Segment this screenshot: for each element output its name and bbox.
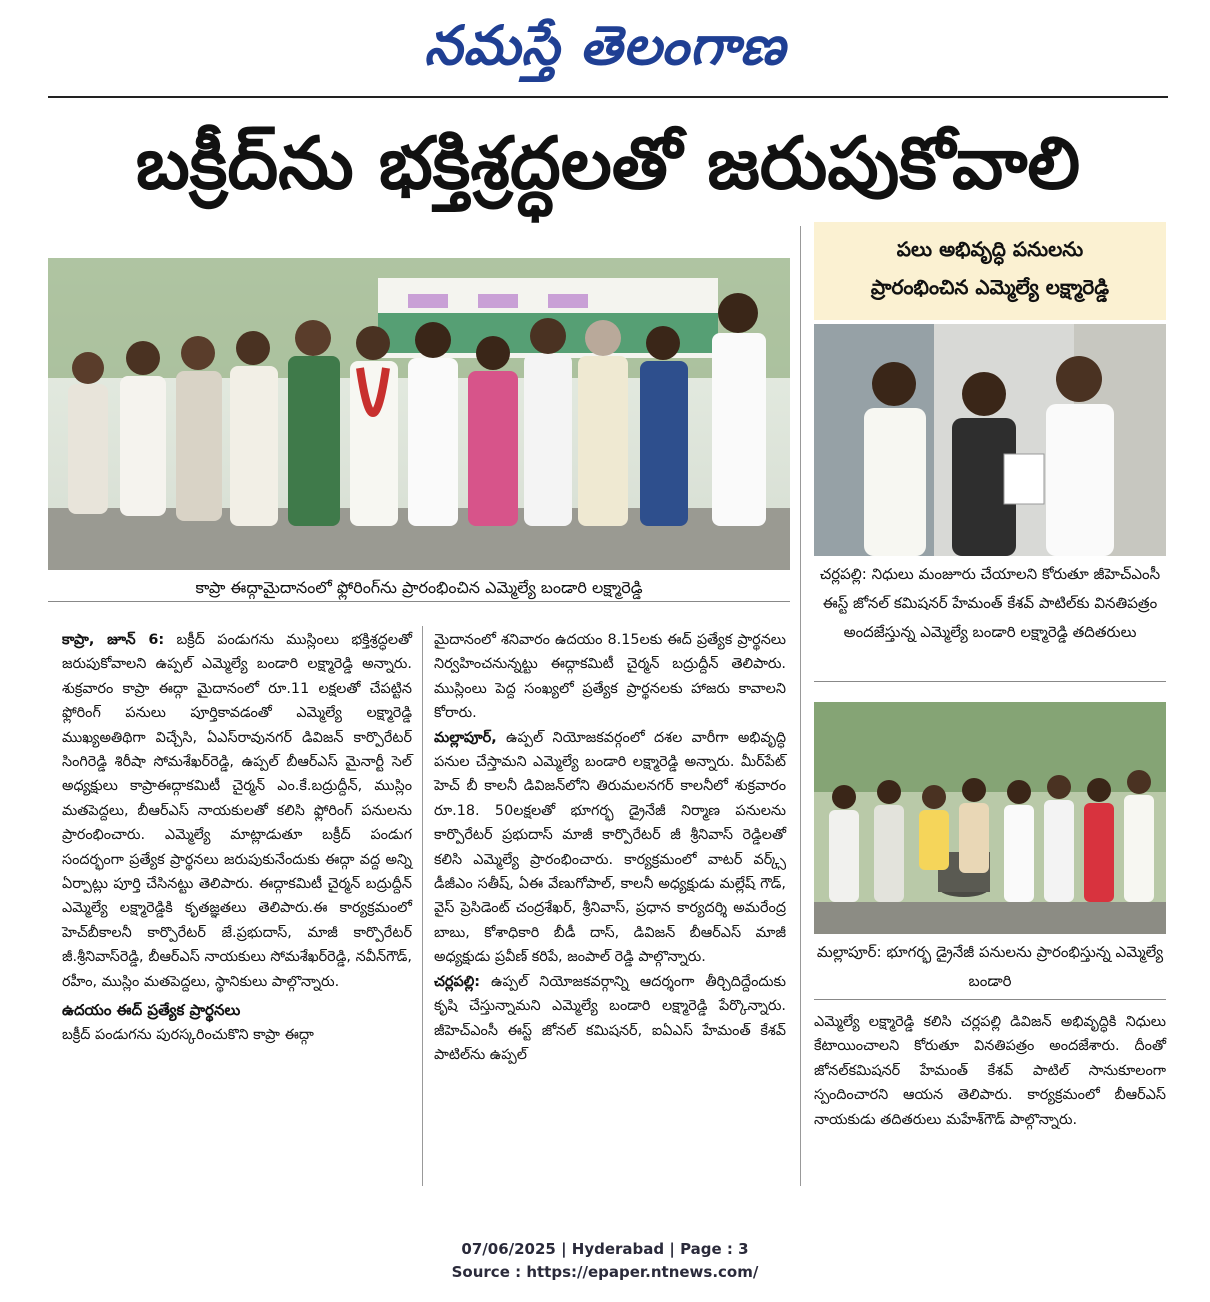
- article-column-2: [434, 628, 786, 1067]
- dateline: మల్లాపూర్,: [434, 729, 497, 746]
- side-subhead-line2: ప్రారంభించిన ఎమ్మెల్యే లక్ష్మారెడ్డి: [870, 275, 1110, 299]
- headline: బక్రీద్‌ను భక్తిశ్రద్ధలతో జరుపుకోవాలి: [135, 121, 1081, 205]
- article-column-1: [62, 628, 412, 1047]
- footer-date-edition: 07/06/2025 | Hyderabad | Page : 3: [461, 1240, 749, 1258]
- dateline: కాప్రా, జూన్ 6:: [62, 632, 165, 648]
- article-paragraph: మైదానంలో శనివారం ఉదయం 8.15లకు ఈద్ ప్రత్యేక ప్రార్థనలు నిర్వహించనున్నట్టు ఈద్గాకమిటీ చైర్మన్ బద్రుద్దీన్ తెలిపారు. ముస్లింలు పెద్ద సంఖ్యలో ప్రత్యేక ప్రార్థనలకు హాజరు కావాలని కోరారు.: [434, 632, 786, 722]
- article-column-3: [814, 1010, 1166, 1132]
- main-photo-caption: కాప్రా ఈద్గామైదానంలో ఫ్లోరింగ్‌ను ప్రారంభించిన ఎమ్మెల్యే బండారి లక్ష్మారెడ్డి: [48, 574, 790, 602]
- masthead-logo: నమస్తే తెలంగాణ: [424, 13, 786, 77]
- article-paragraph: ఎమ్మెల్యే లక్ష్మారెడ్డి కలిసి చర్లపల్లి డివిజన్ అభివృద్ధికి నిధులు కేటాయించాలని కోరుతూ వినతిపత్రం అందజేశారు. దీంతో జోనల్‌కమిషనర్ హేమంత్ కేశవ్ పాటిల్ సానుకూలంగా స్పందించారని ఆయన తెలిపారు. కార్యక్రమంలో బీఆర్‌ఎస్ నాయకుడు తదితరులు మహేశ్‌గౌడ్ పాల్గొన్నారు.: [814, 1014, 1166, 1128]
- masthead-divider: [48, 96, 1168, 98]
- side-subhead-line1: పలు అభివృద్ధి పనులను: [896, 237, 1084, 261]
- article-paragraph: ఉప్పల్ నియోజకవర్గంలో దశల వారీగా అభివృద్ధి పనుల చేస్తామని ఎమ్మెల్యే బండారి లక్ష్మారెడ్డి అన్నారు. మీర్‌పేట్ హెచ్ బీ కాలనీ డివిజన్‌లోని తిరుమలనగర్ కాలనీలో శుక్రవారం రూ.18. 50లక్షలతో భూగర్భ డ్రైనేజీ నిర్మాణ పనులను కార్పొరేటర్ ప్రభుదాస్ మాజీ కార్పొరేటర్ జీ శ్రీనివాస్ రెడ్డిలతో కలిసి ఎమ్మెల్యే ప్రారంభించారు. కార్యక్రమంలో వాటర్ వర్క్స్ డీజీఎం సతీష్, ఏఈ వేణుగోపాల్, కాలనీ అధ్యక్షుడు మల్లేష్ గౌడ్, వైస్ ప్రెసిడెంట్ చంద్రశేఖర్, శ్రీనివాస్, ప్రధాన కార్యదర్శి అమరేంద్ర బాబు, కోశాధికారి బీడీ దాస్, డివిజన్ బీఆర్‌ఎస్ మాజీ అధ్యక్షుడు ప్రవీణ్ కరిపే, జంపాల్ రెడ్డి పాల్గొన్నారు.: [434, 729, 786, 966]
- side-photo-1: [814, 324, 1166, 556]
- dateline: చర్లపల్లి:: [434, 973, 481, 990]
- column-divider: [800, 226, 801, 1186]
- column-divider: [422, 626, 423, 1186]
- side-photo-2-caption: మల్లాపూర్: భూగర్భ డ్రైనేజీ పనులను ప్రారంభిస్తున్న ఎమ్మెల్యే బండారి: [814, 938, 1166, 1000]
- article-paragraph: ఉప్పల్ నియోజకవర్గాన్ని ఆదర్శంగా తీర్చిదిద్దేందుకు కృషి చేస్తున్నామని ఎమ్మెల్యే బండారి లక్ష్మారెడ్డి పేర్కొన్నారు. జీహెచ్‌ఎంసీ ఈస్ట్ జోనల్ కమిషనర్, ఐఏఎస్ హేమంత్ కేశవ్ పాటిల్‌ను ఉప్పల్: [434, 973, 786, 1063]
- article-paragraph: బక్రీద్ పండుగను పురస్కరించుకొని కాప్రా ఈద్గా: [62, 1026, 314, 1043]
- article-paragraph: బక్రీద్ పండుగను ముస్లింలు భక్తిశ్రద్ధలతో జరుపుకోవాలని ఉప్పల్ ఎమ్మెల్యే బండారి లక్ష్మారెడ్డి అన్నారు. శుక్రవారం కాప్రా ఈద్గా మైదానంలో రూ.11 లక్షలతో చేపట్టిన ఫ్లోరింగ్ పనులు పూర్తికావడంతో ఎమ్మెల్యే లక్ష్మారెడ్డి ముఖ్యఅతిథిగా విచ్చేసి, ఏఎస్‌రావునగర్ డివిజన్ కార్పొరేటర్ సింగిరెడ్డి శిరీషా సోమశేఖర్‌రెడ్డి, ఉప్పల్ బీఆర్‌ఎస్ మైనార్టీ సెల్ అధ్యక్షులు కాప్రాఈద్గాకమిటీ చైర్మన్ ఎం.కే.బద్రుద్దీన్, ముస్లిం మతపెద్దలు, బీఆర్‌ఎస్ నాయకులతో కలిసి ఫ్లోరింగ్ పనులను ప్రారంభించారు. ఎమ్మెల్యే మాట్లాడుతూ బక్రీద్ పండుగ సందర్భంగా ప్రత్యేక ప్రార్థనలు జరుపుకునేందుకు ఈద్గా వద్ద అన్ని ఏర్పాట్లు పూర్తి చేసినట్టు తెలిపారు. ఈద్గాకమిటీ చైర్మన్ బద్రుద్దీన్ ఎమ్మెల్యే లక్ష్మారెడ్డికి కృతజ్ఞతలు తెలిపారు.ఈ కార్యక్రమంలో హెచ్‌బీకాలనీ కార్పొరేటర్ జే.ప్రభుదాస్, మాజీ కార్పొరేటర్ జీ.శ్రీనివాస్‌రెడ్డి, బీఆర్‌ఎస్ నాయకులు సోమశేఖర్‌రెడ్డి, నవీన్‌గౌడ్, రహీం, ముస్లిం మతపెద్దలు, స్థానికులు పాల్గొన్నారు.: [62, 632, 412, 990]
- side-photo-2: [814, 702, 1166, 934]
- footer-source: Source : https://epaper.ntnews.com/: [451, 1263, 759, 1281]
- side-photo-1-caption: చర్లపల్లి: నిధులు మంజూరు చేయాలని కోరుతూ జీహెచ్‌ఎంసీ ఈస్ట్ జోనల్ కమిషనర్ హేమంత్ కేశవ్ పాటిల్‌కు వినతిపత్రం అందజేస్తున్న ఎమ్మెల్యే బండారి లక్ష్మారెడ్డి తదితరులు: [814, 560, 1166, 682]
- article-subhead: ఉదయం ఈద్ ప్రత్యేక ప్రార్థనలు: [62, 1001, 241, 1020]
- side-subhead: [814, 222, 1166, 320]
- main-photo: [48, 258, 790, 570]
